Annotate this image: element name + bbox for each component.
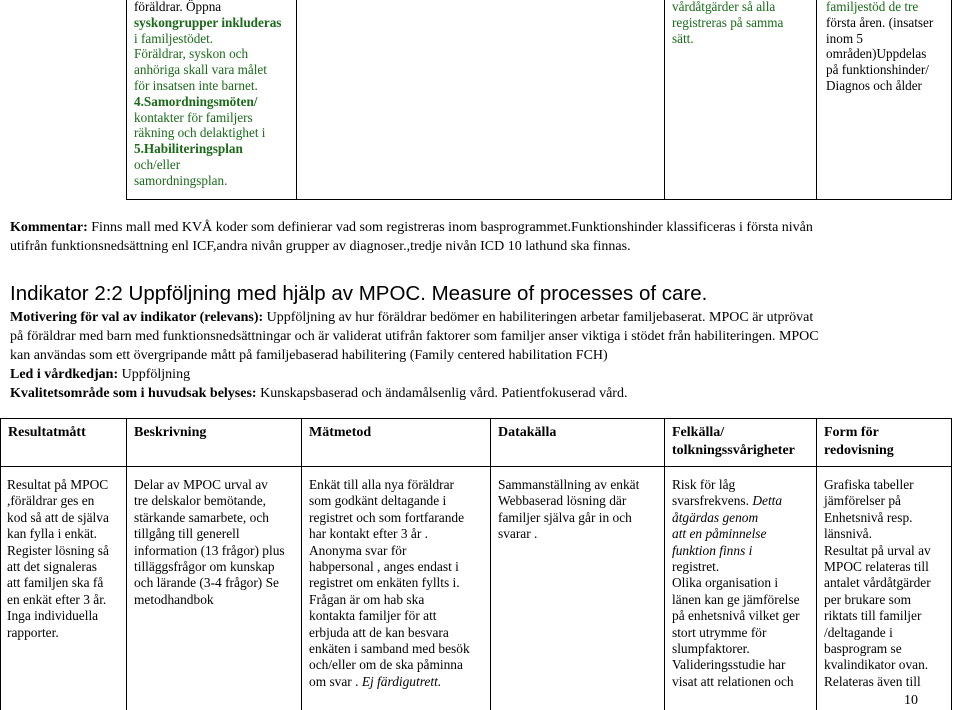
- cell-line: vårdåtgärder så alla: [672, 0, 776, 14]
- cell-line: Risk för låg: [672, 477, 736, 492]
- motivering-text: på föräldrar med barn med funktionsnedsättningar och är validerat utifrån faktorer som familjer anser viktiga i stödet från habiliteringen. MPOC: [10, 329, 819, 344]
- kommentar-paragraph: [10, 218, 950, 256]
- kvalitet-value: Kunskapsbaserad och ändamålsenlig vård. Patientfokuserad vård.: [256, 386, 628, 401]
- cell-line: Anonyma svar för: [309, 542, 407, 558]
- result-table-border-2: [301, 418, 302, 710]
- led-value: Uppföljning: [118, 367, 191, 382]
- cell-line: en enkät efter 3 år.: [7, 591, 107, 607]
- cell-line: att familjen ska få: [7, 575, 104, 591]
- cell-line: registreras på samma: [672, 14, 784, 30]
- cell-line: räkning och delaktighet i: [134, 125, 266, 141]
- cell-line: erbjuda att de kan besvara: [309, 624, 449, 640]
- result-table-top-border: [0, 418, 952, 419]
- cell-line: Enhetsnivå resp.: [824, 509, 913, 525]
- cell-text: svarsfrekvens.: [672, 493, 753, 509]
- cell-line: första åren. (insatser: [826, 14, 934, 30]
- top-table-border-4: [816, 0, 817, 200]
- cell-line: för insatsen inte barnet.: [134, 77, 258, 93]
- kvalitet-label: Kvalitetsområde som i huvudsak belyses:: [10, 386, 257, 401]
- top-table-border-5: [951, 0, 952, 200]
- header-datakalla: Datakälla: [498, 425, 557, 440]
- cell-line: på enhetsnivå vilket ger: [672, 608, 800, 624]
- cell-line: registret om enkäten fyllts i.: [309, 575, 460, 591]
- cell-line: Inga individuella: [7, 608, 99, 624]
- cell-line: habpersonal , anges endast i: [309, 559, 459, 575]
- page-number: 10: [904, 693, 918, 708]
- cell-line: Grafiska tabeller: [824, 477, 914, 492]
- cell-form-for-redovisning: [824, 477, 950, 690]
- cell-line: Register lösning så: [7, 542, 109, 558]
- cell-line: Relateras även till: [824, 673, 921, 689]
- header-matmetod: Mätmetod: [309, 425, 372, 440]
- cell-line: jämförelser på: [824, 493, 901, 509]
- top-table-border-1: [126, 0, 127, 200]
- cell-line: kontakter för familjers: [134, 109, 253, 125]
- cell-line: metodhandbok: [134, 591, 214, 607]
- cell-line: registret och som fortfarande: [309, 509, 465, 525]
- header-line: Form för: [824, 425, 879, 440]
- kommentar-text: Finns mall med KVÅ koder som definierar vad som registreras inom basprogrammet.Funktionshinder klassificeras i första nivån: [87, 220, 813, 235]
- top-table-bottom-border: [126, 199, 952, 200]
- cell-line: och/eller om de ska påminna: [309, 657, 463, 673]
- cell-text-italic: Detta: [752, 493, 783, 509]
- cell-line: ,föräldrar ges en: [7, 493, 95, 509]
- cell-line: områden)Uppdelas: [826, 46, 927, 62]
- cell-line: att det signaleras: [7, 559, 97, 575]
- cell-line: riktats till familjer: [824, 608, 922, 624]
- cell-line: registret.: [672, 559, 720, 575]
- cell-line: per brukare som: [824, 591, 912, 607]
- cell-matmetod: [309, 477, 489, 690]
- cell-line: rapporter.: [7, 624, 59, 640]
- cell-line: basprogram se: [824, 641, 902, 657]
- result-table-border-4: [664, 418, 665, 710]
- header-felkalla: [672, 424, 795, 460]
- result-table-border-5: [816, 418, 817, 710]
- cell-line: Sammanställning av enkät: [498, 477, 640, 492]
- header-resultatmatt: Resultatmått: [8, 425, 86, 440]
- header-line: Felkälla/: [672, 425, 725, 440]
- cell-line: Föräldrar, syskon och: [134, 46, 249, 62]
- cell-line: 5.Habiliteringsplan: [134, 141, 243, 157]
- cell-felkalla: [672, 477, 814, 690]
- cell-line: sätt.: [672, 30, 694, 46]
- cell-line: Resultat på MPOC: [7, 477, 109, 492]
- result-table-border-6: [951, 418, 952, 710]
- cell-line: inom 5: [826, 30, 863, 46]
- cell-line: Webbaserad lösning där: [498, 493, 627, 509]
- cell-beskrivning: [134, 477, 299, 608]
- cell-line: kod så att de själva: [7, 509, 109, 525]
- result-table-border-3: [490, 418, 491, 710]
- cell-resultatmatt: [7, 477, 125, 641]
- cell-line: visat att relationen och: [672, 673, 794, 689]
- cell-line: föräldrar. Öppna: [134, 0, 222, 14]
- cell-line: tre delskalor bemötande,: [134, 493, 266, 509]
- cell-line: kvalindikator ovan.: [824, 657, 929, 673]
- cell-line: länsnivå.: [824, 526, 872, 542]
- cell-line: kan fylla i enkät.: [7, 526, 97, 542]
- header-line: redovisning: [824, 443, 894, 458]
- cell-line: 4.Samordningsmöten/: [134, 93, 258, 109]
- motivering-text: Uppföljning av hur föräldrar bedömer en habiliteringen arbetar familjebaserat. MPOC är utprövat: [263, 310, 814, 325]
- cell-line: samordningsplan.: [134, 172, 228, 188]
- cell-line: Enkät till alla nya föräldrar: [309, 477, 455, 492]
- cell-line: på funktionshinder/: [826, 62, 929, 78]
- cell-line: som godkänt deltagande i: [309, 493, 447, 509]
- top-table-border-2: [296, 0, 297, 200]
- cell-datakalla: [498, 477, 662, 543]
- cell-line: slumpfaktorer.: [672, 641, 750, 657]
- cell-line: anhöriga skall vara målet: [134, 62, 267, 78]
- cell-line: Valideringsstudie har: [672, 657, 786, 673]
- cell-line: har kontakt efter 3 år .: [309, 526, 428, 542]
- result-table-border-1: [126, 418, 127, 710]
- cell-line: information (13 frågor) plus: [134, 542, 285, 558]
- cell-line: att en påminnelse: [672, 526, 767, 542]
- header-beskrivning: Beskrivning: [134, 425, 207, 440]
- cell-line: familjer själva går in och: [498, 509, 632, 525]
- header-form-for-redovisning: [824, 424, 894, 460]
- cell-line: Diagnos och ålder: [826, 77, 922, 93]
- cell-line: familjestöd de tre: [826, 0, 919, 14]
- cell-line: /deltagande i: [824, 624, 893, 640]
- indicator-details: [10, 308, 950, 403]
- indicator-heading: Indikator 2:2 Uppföljning med hjälp av MPOC. Measure of processes of care.: [10, 282, 708, 305]
- cell-line: funktion finns i: [672, 542, 753, 558]
- cell-text-italic: Ej färdigutrett.: [361, 673, 442, 689]
- cell-line: Resultat på urval av: [824, 542, 931, 558]
- cell-line: syskongrupper inkluderas: [134, 14, 282, 30]
- cell-line: Delar av MPOC urval av: [134, 477, 268, 492]
- cell-line: kontakta familjer för att: [309, 608, 437, 624]
- led-label: Led i vårdkedjan:: [10, 367, 119, 382]
- result-table-header-separator: [0, 466, 952, 467]
- motivering-text: kan användas som ett övergripande mått på familjebaserad habilitering (Family centered habilitation FCH): [10, 348, 608, 363]
- cell-line: Olika organisation i: [672, 575, 779, 591]
- cell-line: svarar .: [498, 526, 538, 542]
- cell-line: och lärande (3-4 frågor) Se: [134, 575, 279, 591]
- cell-line: tillgång till generell: [134, 526, 240, 542]
- top-table-border-3: [664, 0, 665, 200]
- cell-line: Frågan är om hab ska: [309, 591, 425, 607]
- result-table-border-0: [0, 418, 1, 710]
- kommentar-label: Kommentar:: [10, 220, 88, 235]
- top-table-cell-division: [826, 0, 951, 94]
- cell-text: om svar .: [309, 673, 362, 689]
- cell-line: stort utrymme för: [672, 624, 767, 640]
- cell-line: enkäten i samband med besök: [309, 641, 470, 657]
- cell-line: MPOC relateras till: [824, 559, 929, 575]
- header-line: tolkningssvårigheter: [672, 443, 795, 458]
- cell-line: tilläggsfrågor om kunskap: [134, 559, 275, 575]
- cell-line: åtgärdas genom: [672, 509, 759, 525]
- top-table-cell-registration: [672, 0, 812, 46]
- cell-line: i familjestödet.: [134, 30, 214, 46]
- motivering-label: Motivering för val av indikator (relevans):: [10, 310, 264, 325]
- cell-line: stärkande samarbete, och: [134, 509, 269, 525]
- top-table-cell-action-list: [134, 0, 294, 189]
- cell-line: antalet vårdåtgärder: [824, 575, 931, 591]
- kommentar-text: utifrån funktionsnedsättning enl ICF,andra nivån grupper av diagnoser.,tredje nivån ICD 10 lathund ska finnas.: [10, 239, 631, 254]
- cell-line: länen kan ge jämförelse: [672, 591, 800, 607]
- cell-line: och/eller: [134, 156, 181, 172]
